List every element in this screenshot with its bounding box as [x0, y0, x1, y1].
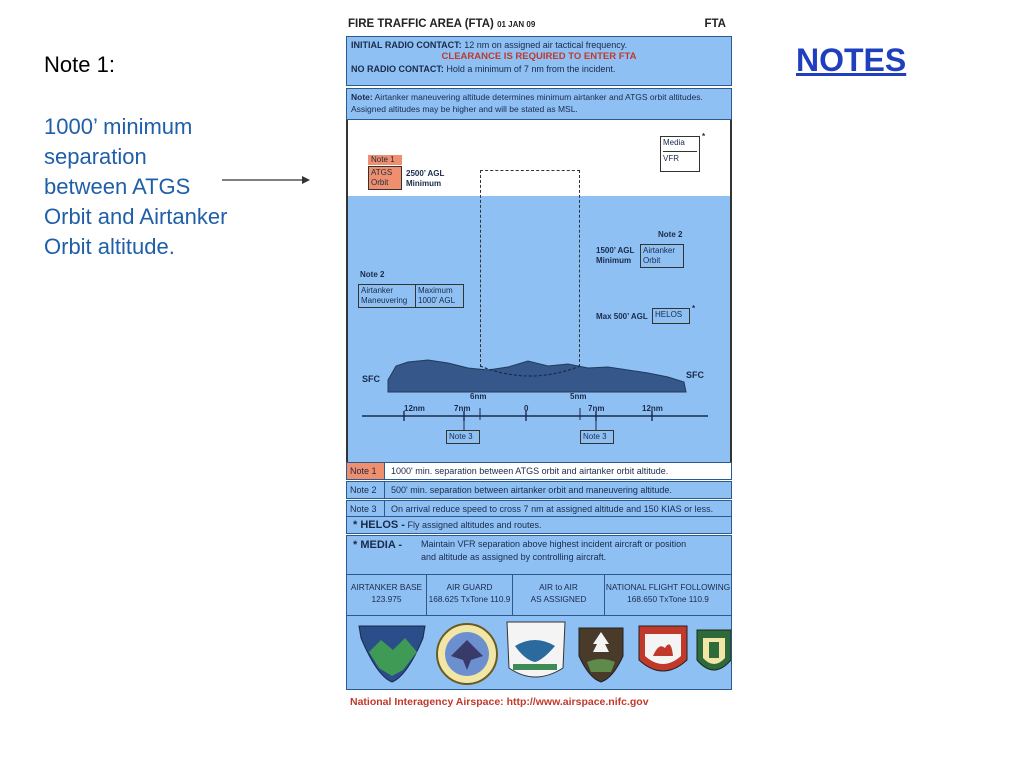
terrain — [348, 346, 734, 396]
atgs-label: ATGS — [371, 168, 393, 177]
tick-6nm: 6nm — [470, 392, 487, 401]
vfr-label: VFR — [663, 151, 697, 164]
tick-7nm-left: 7nm — [454, 404, 471, 413]
media-row — [346, 535, 732, 575]
note1-row-tag: Note 1 — [347, 463, 385, 479]
freq1-line2: 123.975 — [371, 594, 402, 604]
note2-row — [346, 481, 732, 499]
helos-box — [652, 308, 690, 324]
note3b-label: Note 3 — [583, 432, 607, 441]
note-text: Airtanker maneuvering altitude determines minimum airtanker and ATGS orbit altitudes. Assigned altitudes may be higher and will be stated as MSL. — [351, 92, 703, 114]
freq-air-to-air — [513, 575, 605, 615]
media-star: * — [702, 132, 706, 141]
clearance-text: CLEARANCE IS REQUIRED TO ENTER FTA — [441, 51, 637, 62]
fws-logo-icon — [507, 622, 565, 677]
note3-row-text: On arrival reduce speed to cross 7 nm at assigned altitude and 150 KIAS or less. — [391, 504, 714, 514]
freq3-line1: AIR to AIR — [539, 582, 578, 592]
usfs-shield-icon — [697, 630, 731, 670]
freq4-line1: NATIONAL FLIGHT FOLLOWING — [605, 582, 731, 592]
calfire-logo-icon — [639, 626, 687, 671]
agl2500-label: 2500’ AGL — [406, 169, 445, 178]
helos-row — [346, 516, 732, 534]
note-panel — [346, 88, 732, 120]
tick-7nm-right: 7nm — [588, 404, 605, 413]
note1-row — [346, 462, 732, 480]
media-row-label: * MEDIA - — [353, 539, 403, 551]
note3a-label: Note 3 — [449, 432, 473, 441]
sfc-right: SFC — [686, 370, 704, 380]
min-label: Minimum — [406, 179, 442, 188]
sfc-left: SFC — [362, 374, 380, 384]
media-label: Media — [663, 138, 685, 147]
note-heading: Note 1: — [44, 52, 115, 77]
helos-star: * — [692, 304, 696, 313]
note2-left: Note 2 — [360, 270, 385, 279]
note2-row-tag: Note 2 — [347, 482, 385, 498]
note-label: Note: — [351, 92, 373, 102]
agl1500-label: 1500’ AGL — [596, 246, 635, 255]
airtanker-label: Airtanker — [643, 246, 676, 255]
helos-row-text: Fly assigned altitudes and routes. — [407, 520, 542, 530]
helos-row-label: * HELOS - — [353, 519, 405, 531]
note3-box-left — [446, 430, 480, 444]
note1-tag: Note 1 — [368, 155, 402, 165]
footer-link[interactable]: National Interagency Airspace: http://www.airspace.nifc.gov — [350, 696, 649, 708]
note1-row-text: 1000' min. separation between ATGS orbit and airtanker orbit altitude. — [391, 466, 669, 476]
max500-label: Max 500’ AGL — [596, 312, 648, 321]
media-row-text1: Maintain VFR separation above highest incident aircraft or position — [421, 539, 687, 549]
note2-row-text: 500' min. separation between airtanker orbit and maneuvering altitude. — [391, 485, 672, 495]
freq2-line1: AIR GUARD — [446, 582, 493, 592]
logos-strip — [347, 616, 731, 688]
freq4-line2: 168.650 TxTone 110.9 — [627, 594, 709, 604]
agency-logos — [346, 616, 732, 690]
note3-box-right — [580, 430, 614, 444]
tick-12nm-left: 12nm — [404, 404, 425, 413]
notes-title[interactable]: NOTES — [796, 42, 907, 78]
nps-logo-icon — [579, 628, 623, 682]
freq1-line1: AIRTANKER BASE — [350, 582, 423, 592]
freq-national-following — [605, 575, 731, 615]
tick-0: 0 — [524, 404, 529, 413]
altitude-diagram — [346, 120, 732, 462]
atgs-orbit-box — [368, 166, 402, 190]
helos-label: HELOS — [655, 310, 683, 319]
media-row-text2: and altitude as assigned by controlling aircraft. — [421, 552, 607, 562]
blm-logo-icon — [359, 626, 425, 682]
pointer-arrow-icon — [222, 170, 312, 190]
frequency-table — [346, 574, 732, 616]
freq-air-guard — [427, 575, 513, 615]
helos-row-label-text: HELOS - — [360, 519, 405, 531]
freq2-line2: 168.625 TxTone 110.9 — [428, 594, 511, 604]
initial-label: INITIAL RADIO CONTACT: — [351, 40, 462, 50]
tick-12nm-right: 12nm — [642, 404, 663, 413]
noradio-label: NO RADIO CONTACT: — [351, 64, 444, 74]
airtanker-orbit-box — [640, 244, 684, 268]
agl1000-label: 1000’ AGL — [418, 296, 456, 305]
fta-column — [480, 170, 580, 372]
noradio-text: Hold a minimum of 7 nm from the incident. — [446, 64, 616, 74]
card-title: FIRE TRAFFIC AREA (FTA) — [348, 18, 494, 30]
maximum-label: Maximum — [418, 286, 453, 295]
helos-row-content — [353, 519, 542, 531]
maneuvering-box — [358, 284, 416, 308]
bia-seal-icon — [437, 624, 497, 684]
freq3-line2: AS ASSIGNED — [530, 594, 587, 604]
orbit2-label: Orbit — [643, 256, 661, 265]
tick-5nm: 5nm — [570, 392, 587, 401]
card-header — [348, 18, 730, 30]
fta-card — [342, 12, 734, 712]
media-box — [660, 136, 700, 172]
maneuvering-label: Maneuvering — [361, 296, 408, 305]
orbit-label: Orbit — [371, 178, 389, 187]
card-corner: FTA — [704, 18, 726, 30]
airtanker2-label: Airtanker — [361, 286, 394, 295]
freq-airtanker-base — [347, 575, 427, 615]
initial-text: 12 nm on assigned air tactical frequency. — [464, 40, 628, 50]
note-body: 1000’ minimum separation between ATGS Orbit and Airtanker Orbit altitude. — [44, 114, 228, 259]
note2-right: Note 2 — [658, 230, 683, 239]
radio-contact-panel — [346, 36, 732, 86]
min2-label: Minimum — [596, 256, 632, 265]
card-date: 01 JAN 09 — [497, 20, 536, 29]
max-1000-box — [416, 284, 464, 308]
note3-row-tag: Note 3 — [347, 501, 385, 517]
media-row-label-text: MEDIA - — [360, 539, 403, 551]
